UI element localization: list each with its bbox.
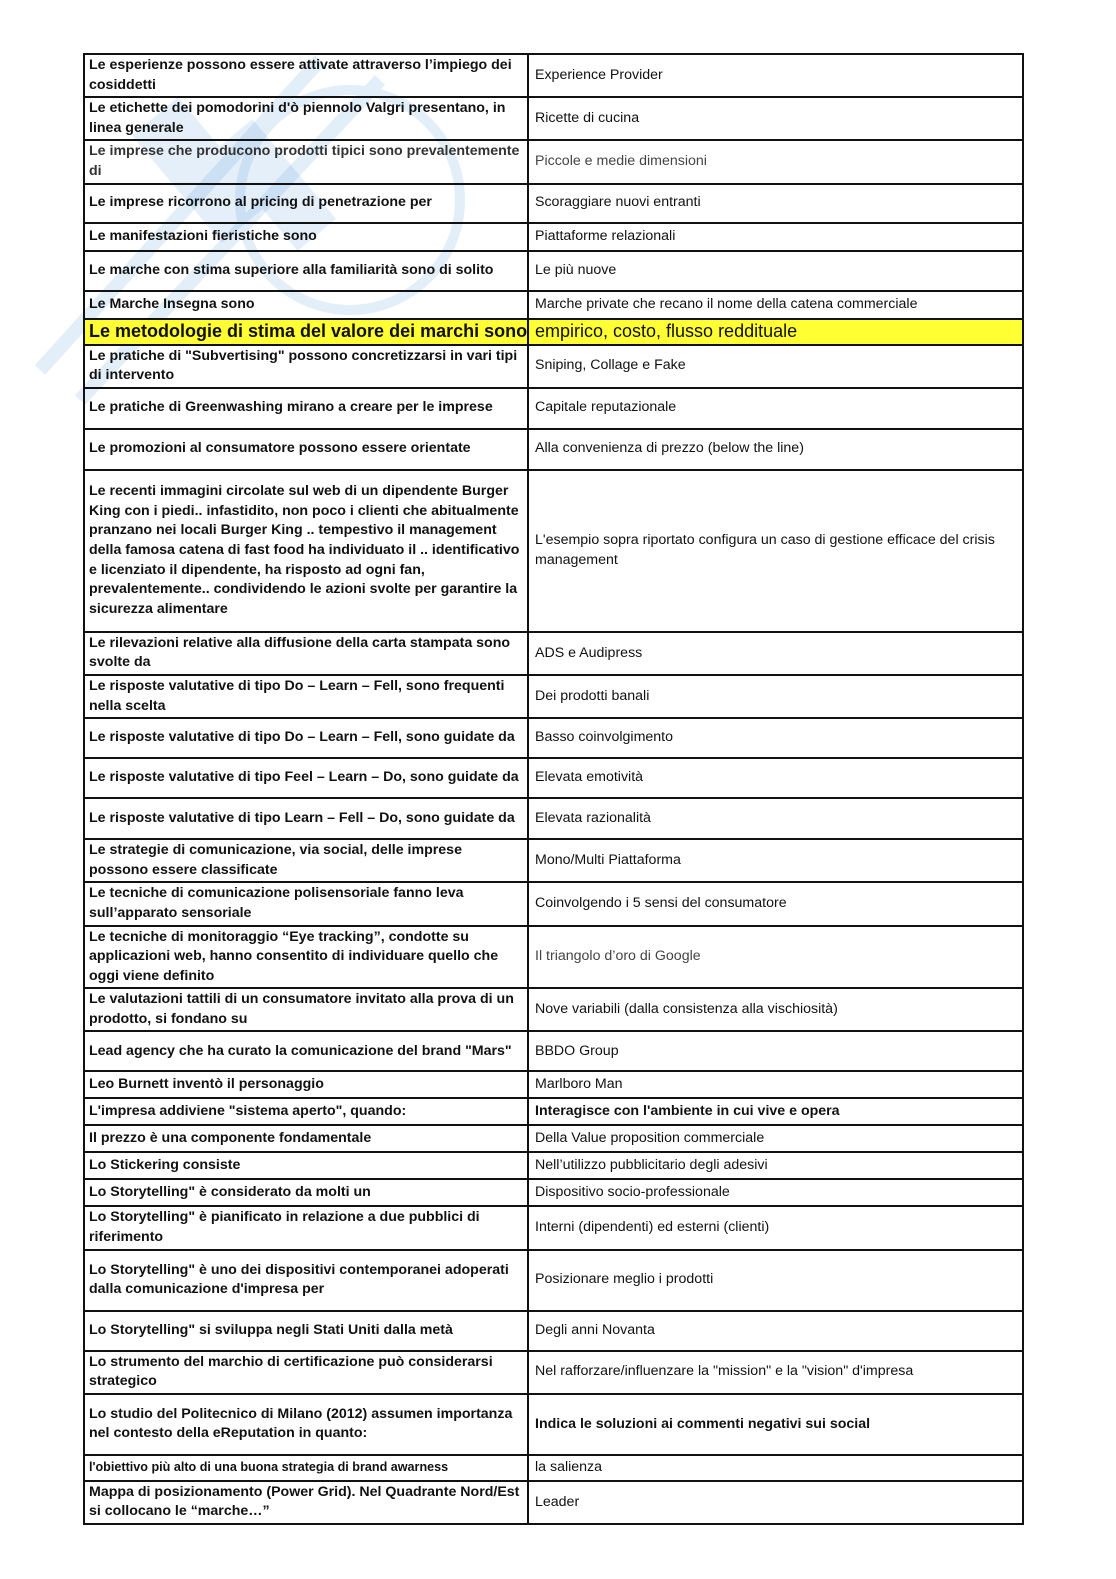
table-row: [84, 988, 1023, 1031]
question-cell: Le Marche Insegna sono: [84, 291, 528, 319]
answer-cell: L'esempio sopra riportato configura un caso di gestione efficace del crisis management: [528, 470, 1023, 632]
question-cell: Lo Storytelling" è uno dei dispositivi contemporanei adoperati dalla comunicazione d'impresa per: [84, 1250, 528, 1311]
answer-cell: Il triangolo d’oro di Google: [528, 926, 1023, 989]
table-row: [84, 632, 1023, 675]
table-row: [84, 388, 1023, 429]
table-row: [84, 1206, 1023, 1249]
table-row: [84, 1351, 1023, 1394]
table-row: [84, 1250, 1023, 1311]
table-row: [84, 839, 1023, 882]
answer-cell: Nove variabili (dalla consistenza alla vischiosità): [528, 988, 1023, 1031]
answer-cell: Elevata emotività: [528, 758, 1023, 798]
question-cell: Le pratiche di Greenwashing mirano a creare per le imprese: [84, 388, 528, 429]
question-cell: Il prezzo è una componente fondamentale: [84, 1125, 528, 1152]
table-row: [84, 1394, 1023, 1455]
answer-cell: Dei prodotti banali: [528, 675, 1023, 718]
answer-cell: Nel rafforzare/influenzare la "mission" e la "vision" d'impresa: [528, 1351, 1023, 1394]
question-cell: Le tecniche di comunicazione polisensoriale fanno leva sull’apparato sensoriale: [84, 882, 528, 925]
answer-cell: Coinvolgendo i 5 sensi del consumatore: [528, 882, 1023, 925]
answer-cell: Degli anni Novanta: [528, 1311, 1023, 1351]
question-cell: Mappa di posizionamento (Power Grid). Nel Quadrante Nord/Est si collocano le “marche…”: [84, 1481, 528, 1524]
answer-cell: Della Value proposition commerciale: [528, 1125, 1023, 1152]
qa-table: [83, 53, 1024, 1525]
question-cell: Lo Storytelling" è pianificato in relazione a due pubblici di riferimento: [84, 1206, 528, 1249]
answer-cell: Le più nuove: [528, 251, 1023, 291]
question-cell: Le imprese ricorrono al pricing di penetrazione per: [84, 184, 528, 223]
question-cell: Le imprese che producono prodotti tipici sono prevalentemente di: [84, 140, 528, 183]
question-cell: Le metodologie di stima del valore dei marchi sono: [84, 319, 528, 345]
answer-cell: Interagisce con l'ambiente in cui vive e opera: [528, 1098, 1023, 1125]
question-cell: Le promozioni al consumatore possono essere orientate: [84, 429, 528, 470]
answer-cell: Marche private che recano il nome della catena commerciale: [528, 291, 1023, 319]
question-cell: Le strategie di comunicazione, via social, delle imprese possono essere classificate: [84, 839, 528, 882]
question-cell: Lead agency che ha curato la comunicazione del brand "Mars": [84, 1031, 528, 1071]
table-row: [84, 223, 1023, 251]
table-row: [84, 54, 1023, 97]
question-cell: l'obiettivo più alto di una buona strategia di brand awarness: [84, 1455, 528, 1481]
table-row: [84, 1152, 1023, 1179]
answer-cell: Interni (dipendenti) ed esterni (clienti): [528, 1206, 1023, 1249]
question-cell: Le tecniche di monitoraggio “Eye tracking”, condotte su applicazioni web, hanno consentito di individuare quello che oggi viene definito: [84, 926, 528, 989]
table-row: [84, 1098, 1023, 1125]
table-row: [84, 798, 1023, 839]
question-cell: Le recenti immagini circolate sul web di un dipendente Burger King con i piedi.. infastidito, non poco i clienti che abitualmente pranzano nei locali Burger King .. tempestivo il management della famosa catena di fast food ha individuato il .. identificativo e licenziato il dipendente, ha risposto ad ogni fan, prevalentemente.. condividendo le azioni svolte per garantire la sicurezza alimentare: [84, 470, 528, 632]
question-cell: Lo Storytelling" è considerato da molti un: [84, 1179, 528, 1206]
answer-cell: Elevata razionalità: [528, 798, 1023, 839]
table-row: [84, 718, 1023, 758]
answer-cell: Ricette di cucina: [528, 97, 1023, 140]
table-row: [84, 1481, 1023, 1524]
table-row: [84, 1179, 1023, 1206]
answer-cell: Posizionare meglio i prodotti: [528, 1250, 1023, 1311]
answer-cell: BBDO Group: [528, 1031, 1023, 1071]
table-row: [84, 319, 1023, 345]
answer-cell: Basso coinvolgimento: [528, 718, 1023, 758]
answer-cell: Indica le soluzioni ai commenti negativi sui social: [528, 1394, 1023, 1455]
table-row: [84, 1125, 1023, 1152]
question-cell: Lo Stickering consiste: [84, 1152, 528, 1179]
answer-cell: Alla convenienza di prezzo (below the line): [528, 429, 1023, 470]
table-row: [84, 140, 1023, 183]
table-row: [84, 291, 1023, 319]
table-row: [84, 675, 1023, 718]
table-row: [84, 882, 1023, 925]
question-cell: Lo Storytelling" si sviluppa negli Stati Uniti dalla metà: [84, 1311, 528, 1351]
answer-cell: Piccole e medie dimensioni: [528, 140, 1023, 183]
table-row: [84, 251, 1023, 291]
question-cell: Le risposte valutative di tipo Feel – Learn – Do, sono guidate da: [84, 758, 528, 798]
table-row: [84, 470, 1023, 632]
answer-cell: Leader: [528, 1481, 1023, 1524]
question-cell: Le manifestazioni fieristiche sono: [84, 223, 528, 251]
question-cell: Le rilevazioni relative alla diffusione della carta stampata sono svolte da: [84, 632, 528, 675]
question-cell: Le etichette dei pomodorini d'ò piennolo Valgri presentano, in linea generale: [84, 97, 528, 140]
question-cell: Le risposte valutative di tipo Do – Learn – Fell, sono frequenti nella scelta: [84, 675, 528, 718]
answer-cell: la salienza: [528, 1455, 1023, 1481]
question-cell: Le valutazioni tattili di un consumatore invitato alla prova di un prodotto, si fondano su: [84, 988, 528, 1031]
answer-cell: ADS e Audipress: [528, 632, 1023, 675]
answer-cell: empirico, costo, flusso reddituale: [528, 319, 1023, 345]
table-row: [84, 1311, 1023, 1351]
answer-cell: Experience Provider: [528, 54, 1023, 97]
answer-cell: Piattaforme relazionali: [528, 223, 1023, 251]
table-row: [84, 1031, 1023, 1071]
table-row: [84, 184, 1023, 223]
answer-cell: Capitale reputazionale: [528, 388, 1023, 429]
question-cell: Le marche con stima superiore alla familiarità sono di solito: [84, 251, 528, 291]
question-cell: Le pratiche di "Subvertising" possono concretizzarsi in vari tipi di intervento: [84, 345, 528, 388]
table-row: [84, 429, 1023, 470]
question-cell: Lo studio del Politecnico di Milano (2012) assumen importanza nel contesto della eReputation in quanto:: [84, 1394, 528, 1455]
answer-cell: Sniping, Collage e Fake: [528, 345, 1023, 388]
table-row: [84, 345, 1023, 388]
answer-cell: Scoraggiare nuovi entranti: [528, 184, 1023, 223]
answer-cell: Marlboro Man: [528, 1071, 1023, 1098]
table-row: [84, 1071, 1023, 1098]
table-row: [84, 926, 1023, 989]
question-cell: Le esperienze possono essere attivate attraverso l’impiego dei cosiddetti: [84, 54, 528, 97]
question-cell: Le risposte valutative di tipo Learn – Fell – Do, sono guidate da: [84, 798, 528, 839]
question-cell: Le risposte valutative di tipo Do – Learn – Fell, sono guidate da: [84, 718, 528, 758]
question-cell: Lo strumento del marchio di certificazione può considerarsi strategico: [84, 1351, 528, 1394]
table-row: [84, 758, 1023, 798]
table-row: [84, 1455, 1023, 1481]
answer-cell: Mono/Multi Piattaforma: [528, 839, 1023, 882]
question-cell: L'impresa addiviene "sistema aperto", quando:: [84, 1098, 528, 1125]
answer-cell: Nell’utilizzo pubblicitario degli adesivi: [528, 1152, 1023, 1179]
answer-cell: Dispositivo socio-professionale: [528, 1179, 1023, 1206]
table-row: [84, 97, 1023, 140]
question-cell: Leo Burnett inventò il personaggio: [84, 1071, 528, 1098]
